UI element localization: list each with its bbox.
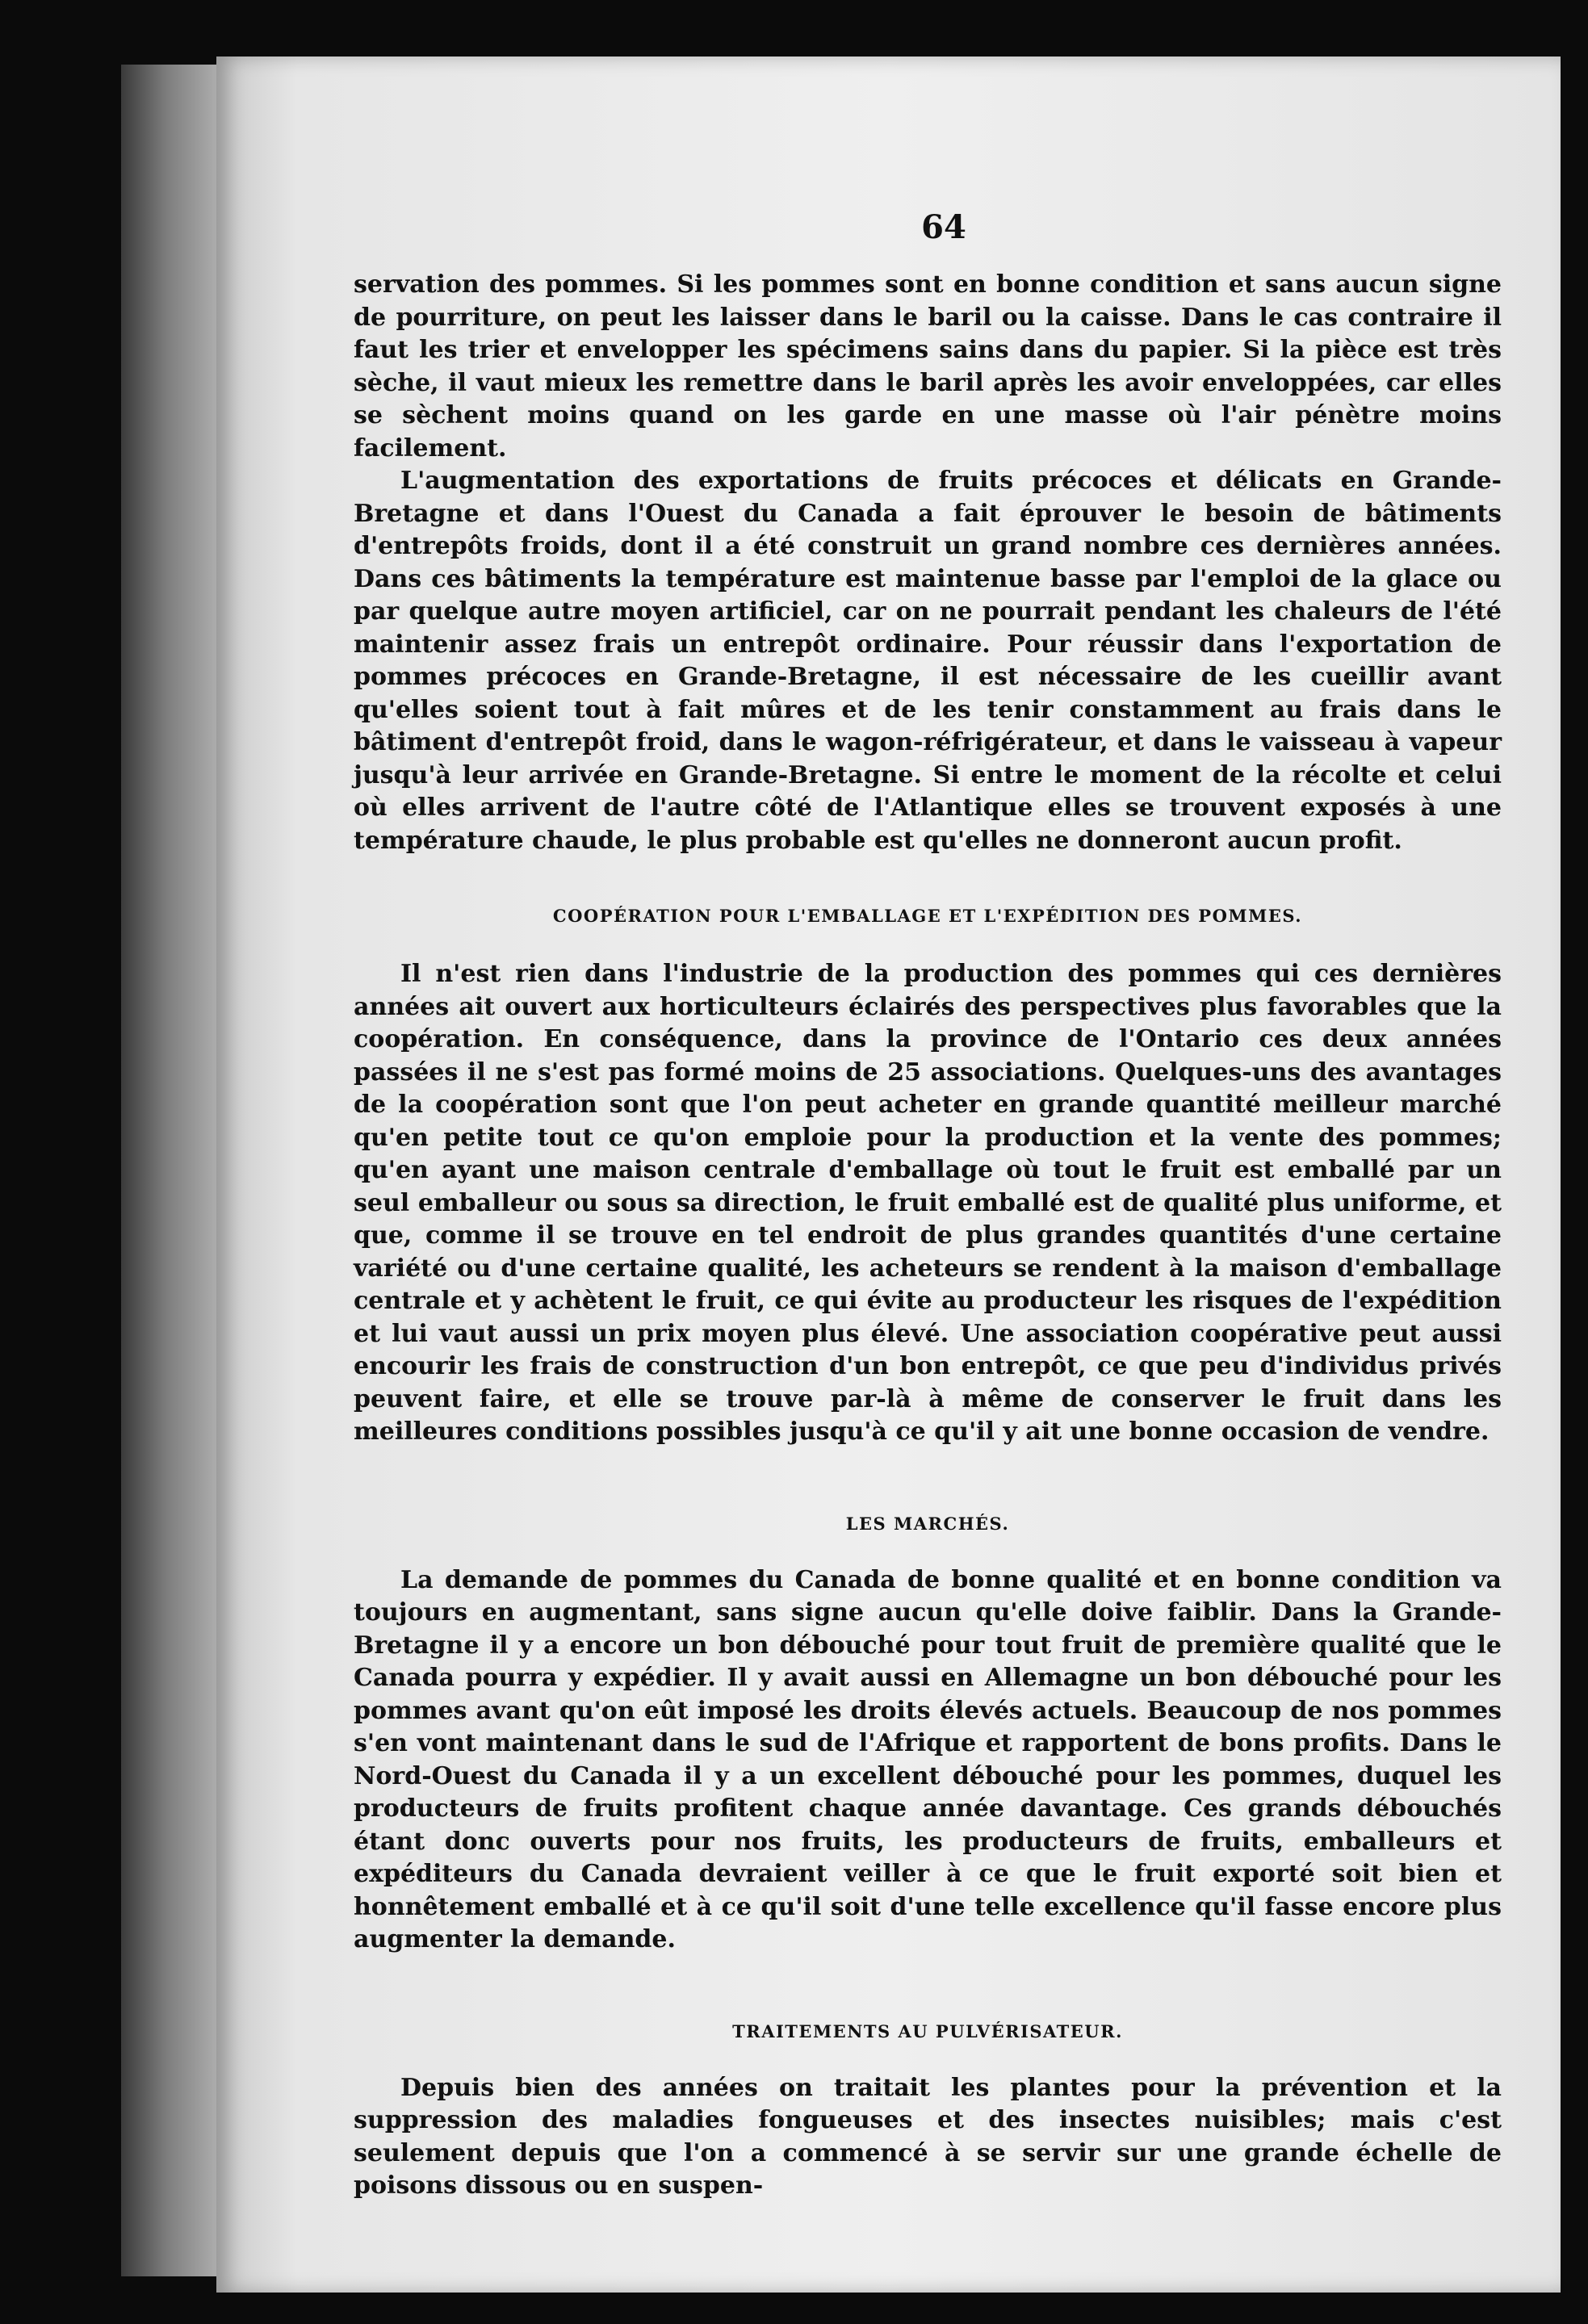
- paragraph-cooperation: Il n'est rien dans l'industrie de la production des pommes qui ces dernières années ait ouvert aux horticulteurs éclairés des perspectives plus favorables que la coopération. En conséquence, dans la province de l'Ontario ces deux années passées il ne s'est pas formé moins de 25 associations. Quelques-uns des avantages de la coopération sont que l'on peut acheter en grande quantité meilleur marché qu'en petite tout ce qu'on emploie pour la production et la vente des pommes; qu'en ayant une maison centrale d'emballage où tout le fruit est emballé par un seul emballeur ou sous sa direction, le fruit emballé est de qualité plus uniforme, et que, comme il se trouve en tel endroit de plus grandes quantités d'une certaine variété ou d'une certaine qualité, les acheteurs se rendent à la maison d'emballage centrale et y achètent le fruit, ce qui évite au producteur les risques de l'expédition et lui vaut aussi un prix moyen plus élevé. Une association coopérative peut aussi encourir les frais de construction d'un bon entrepôt, ce que peu d'individus privés peuvent faire, et elle se trouve par-là à même de conserver le fruit dans les meilleures conditions possibles jusqu'à ce qu'il y ait une bonne occasion de vendre.: [354, 960, 1502, 1446]
- section-heading-marches: LES MARCHÉS.: [845, 1513, 1010, 1534]
- page-content: [354, 208, 1502, 2203]
- paragraph-conservation: servation des pommes. Si les pommes sont en bonne condition et sans aucun signe de pourriture, on peut les laisser dans le baril ou la caisse. Dans le cas contraire il faut les trier et envelopper les spécimens sains dans du papier. Si la pièce est très sèche, il vaut mieux les remettre dans le baril après les avoir enveloppées, car elles se sèchent moins quand on les garde en une masse où l'air pénètre moins facilement.: [354, 270, 1502, 463]
- page-number: 64: [921, 208, 966, 246]
- paragraph-traitements: Depuis bien des années on traitait les plantes pour la prévention et la suppression des maladies fongueuses et des insectes nuisibles; mais c'est seulement depuis que l'on a commencé à se servir sur une grande échelle de poisons dissous ou en suspen-: [354, 2073, 1502, 2200]
- paragraph-entrepots-froids: L'augmentation des exportations de fruits précoces et délicats en Grande-Bretagne et dans l'Ouest du Canada a fait éprouver le besoin de bâtiments d'entrepôts froids, dont il a été construit un grand nombre ces dernières années. Dans ces bâtiments la température est maintenue basse par l'emploi de la glace ou par quelque autre moyen artificiel, car on ne pourrait pendant les chaleurs de l'été maintenir assez frais un entrepôt ordinaire. Pour réussir dans l'exportation de pommes précoces en Grande-Bretagne, il est nécessaire de les cueillir avant qu'elles soient tout à fait mûres et de les tenir constamment au frais dans le bâtiment d'entrepôt froid, dans le wagon-réfrigérateur, et dans le vaisseau à vapeur jusqu'à leur arrivée en Grande-Bretagne. Si entre le moment de la récolte et celui où elles arrivent de l'autre côté de l'Atlantique elles se trouvent exposés à une température chaude, le plus probable est qu'elles ne donneront aucun profit.: [354, 467, 1502, 855]
- section-heading-cooperation: COOPÉRATION POUR L'EMBALLAGE ET L'EXPÉDITION DES POMMES.: [552, 906, 1303, 926]
- section-heading-traitements: TRAITEMENTS AU PULVÉRISATEUR.: [732, 2020, 1123, 2041]
- paragraph-marches: La demande de pommes du Canada de bonne qualité et en bonne condition va toujours en augmentant, sans signe aucun qu'elle doive faiblir. Dans la Grande-Bretagne il y a encore un bon débouché pour tout fruit de première qualité que le Canada pourra y expédier. Il y avait aussi en Allemagne un bon débouché pour les pommes avant qu'on eût imposé les droits élevés actuels. Beaucoup de nos pommes s'en vont maintenant dans le sud de l'Afrique et rapportent de bons profits. Dans le Nord-Ouest du Canada il y a un excellent débouché pour les pommes, duquel les producteurs de fruits profitent chaque année davantage. Ces grands débouchés étant donc ouverts pour nos fruits, les producteurs de fruits, emballeurs et expéditeurs du Canada devraient veiller à ce que le fruit exporté soit bien et honnêtement emballé et à ce qu'il soit d'une telle excellence qu'il fasse encore plus augmenter la demande.: [354, 1565, 1502, 1953]
